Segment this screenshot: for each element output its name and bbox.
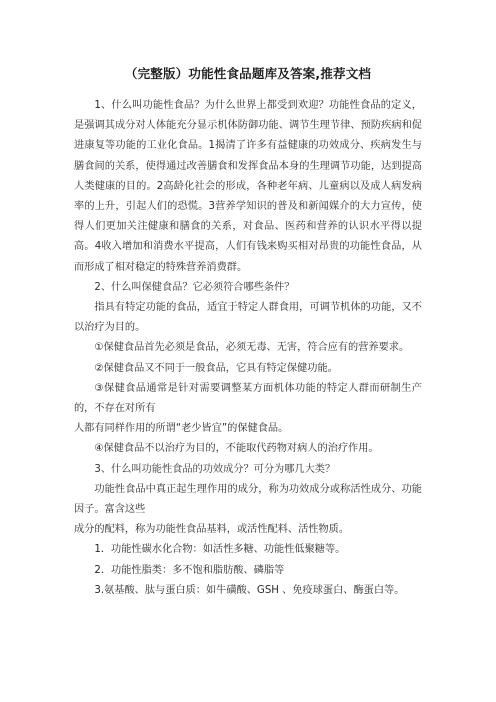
document-body <box>74 96 422 601</box>
document-title: （完整版）功能性食品题库及答案,推荐文档 <box>124 66 372 81</box>
paragraph-q3-item-3: 3.氨基酸、肽与蛋白质：如牛磺酸、GSH 、免疫球蛋白、酶蛋白等。 <box>94 584 405 596</box>
paragraph-q2: 2、什么叫保健食品？它必须符合哪些条件？ <box>94 281 295 293</box>
paragraph-q3-item-1: 1．功能性碳水化合物：如活性多糖、功能性低聚糖等。 <box>94 544 346 556</box>
paragraph-q3-item-2: 2．功能性脂类：多不饱和脂肪酸、磷脂等 <box>94 564 285 576</box>
paragraph-q2-item-3: ③保健食品通常是针对需要调整某方面机体功能的特定人群而研制生产的，不存在对所有 <box>74 382 422 415</box>
paragraph-q1-answer: 1、什么叫功能性食品？为什么世界上都受到欢迎？功能性食品的定义，是强调其成分对人体能充分显示机体防御功能、调节生理节律、预防疾病和促进康复等功能的工业化食品。1揭清了许多有益健康的功效成分、疾病发生与膳食间的关系，使得通过改善膳食和发挥食品本身的生理调节功能，达到提高人类健康的目的。2高龄化社会的形成，各种老年病、儿童病以及成人病发病率的上升，引起人们的恐慌。3营养学知识的普及和新闻媒介的大力宣传，使得人们更加关注健康和膳食的关系，对食品、医药和营养的认识水平得以提高。4收入增加和消费水平提高，人们有钱来购买相对昂贵的功能性食品，从而形成了相对稳定的特殊营养消费群。 <box>74 100 422 273</box>
paragraph-q2-definition: 指具有特定功能的食品，适宜于特定人群食用，可调节机体的功能，又不以治疗为目的。 <box>74 302 422 334</box>
paragraph-q3: 3、什么叫功能性食品的功效成分？可分为哪几大类？ <box>94 463 336 475</box>
paragraph-q2-item-4: ④保健食品不以治疗为目的，不能取代药物对病人的治疗作用。 <box>94 443 379 455</box>
paragraph-q2-item-2: ②保健食品又不同于一般食品，它具有特定保健功能。 <box>94 362 338 374</box>
paragraph-q2-item-1: ①保健食品首先必须是食品，必须无毒、无害，符合应有的营养要求。 <box>94 342 410 354</box>
paragraph-q3-answer: 功能性食品中真正起生理作用的成分，称为功效成分或称活性成分、功能因子。富含这些 <box>74 483 422 516</box>
paragraph-q2-item-3-cont: 人都有同样作用的所谓“老少皆宜”的保健食品。 <box>74 423 289 435</box>
paragraph-q3-answer-cont: 成分的配料，称为功能性食品基料，或活性配料、活性物质。 <box>74 524 350 536</box>
